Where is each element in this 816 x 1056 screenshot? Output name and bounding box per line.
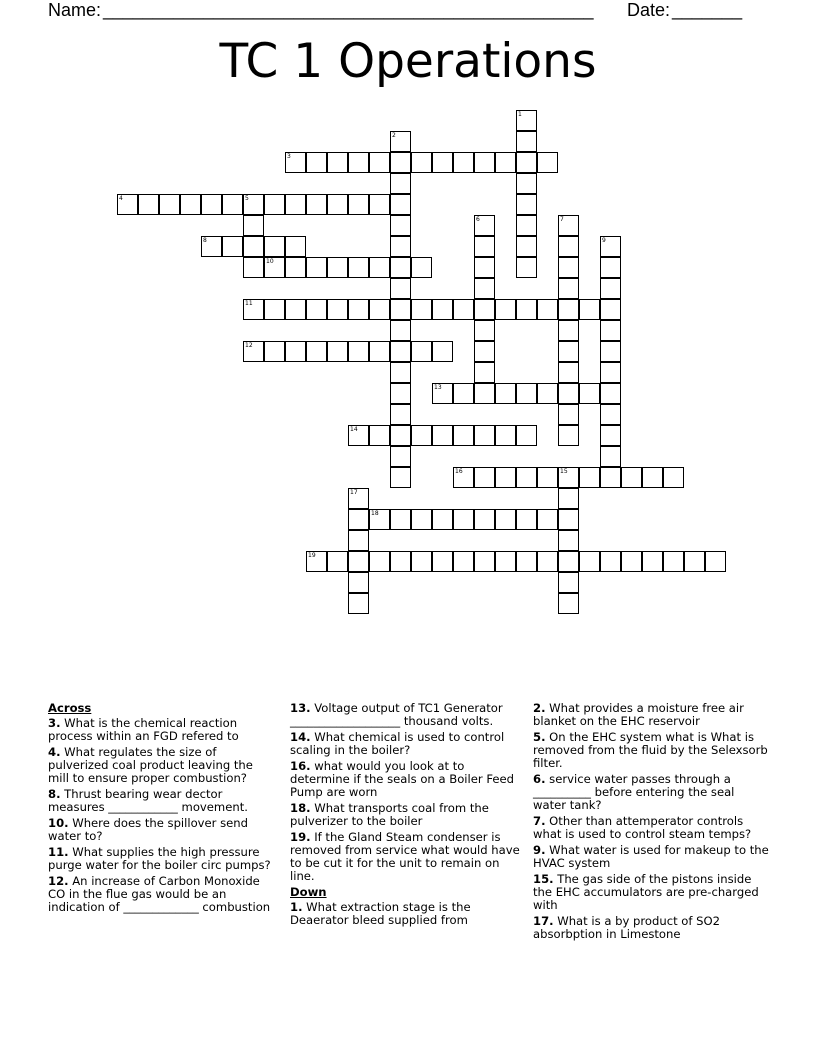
crossword-cell[interactable] — [516, 257, 537, 278]
crossword-cell[interactable] — [495, 425, 516, 446]
crossword-cell[interactable] — [474, 362, 495, 383]
clues-column-3 — [533, 702, 769, 944]
crossword-cell[interactable] — [432, 425, 453, 446]
crossword-cell[interactable] — [516, 509, 537, 530]
crossword-cell[interactable] — [642, 551, 663, 572]
crossword-cell[interactable] — [516, 467, 537, 488]
clue-number: 1 — [518, 111, 522, 118]
crossword-cell[interactable] — [201, 194, 222, 215]
crossword-cell[interactable] — [474, 236, 495, 257]
crossword-cell[interactable] — [600, 278, 621, 299]
crossword-cell[interactable] — [537, 299, 558, 320]
crossword-cell[interactable] — [306, 194, 327, 215]
crossword-cell[interactable] — [285, 341, 306, 362]
crossword-cell[interactable] — [516, 131, 537, 152]
clue-number: 13 — [434, 384, 442, 391]
clue-number: 9 — [602, 237, 606, 244]
crossword-cell[interactable] — [558, 257, 579, 278]
crossword-cell[interactable] — [558, 215, 579, 236]
crossword-cell[interactable] — [285, 194, 306, 215]
clue-item — [48, 817, 276, 843]
crossword-cell[interactable] — [390, 152, 411, 173]
crossword-cell[interactable] — [432, 509, 453, 530]
crossword-cell[interactable] — [180, 194, 201, 215]
crossword-cell[interactable] — [306, 257, 327, 278]
crossword-cell[interactable] — [579, 467, 600, 488]
crossword-cell[interactable] — [201, 236, 222, 257]
clue-section-heading: Down — [290, 885, 327, 899]
crossword-cell[interactable] — [285, 257, 306, 278]
date-line[interactable]: _______ — [672, 0, 743, 20]
clue-item-text: what would you look at to determine if the seals on a Boiler Feed Pump are worn — [290, 759, 514, 799]
clue-item-text: service water passes through a __________ before entering the seal water tank? — [533, 772, 735, 812]
crossword-cell[interactable] — [432, 551, 453, 572]
crossword-cell[interactable] — [264, 299, 285, 320]
crossword-cell[interactable] — [558, 572, 579, 593]
clue-number: 4 — [119, 195, 123, 202]
page-title: TC 1 Operations — [219, 34, 597, 89]
clue-item-text: Other than attemperator controls what is used to control steam temps? — [533, 814, 752, 841]
crossword-cell[interactable] — [516, 152, 537, 173]
crossword-cell[interactable] — [453, 467, 474, 488]
crossword-cell[interactable] — [390, 404, 411, 425]
crossword-cell[interactable] — [285, 152, 306, 173]
clue-number: 12 — [245, 342, 253, 349]
crossword-cell[interactable] — [600, 362, 621, 383]
crossword-cell[interactable] — [159, 194, 180, 215]
clue-item-text: Where does the spillover send water to? — [48, 816, 249, 843]
clue-item-number: 14. — [290, 730, 311, 744]
crossword-cell[interactable] — [600, 383, 621, 404]
clue-item-number: 2. — [533, 701, 546, 715]
clues-column-2 — [290, 702, 522, 930]
crossword-cell[interactable] — [600, 299, 621, 320]
clue-item — [48, 875, 276, 914]
crossword-cell[interactable] — [474, 551, 495, 572]
clue-item — [48, 788, 276, 814]
crossword-cell[interactable] — [432, 152, 453, 173]
crossword-cell[interactable] — [474, 467, 495, 488]
crossword-cell[interactable] — [558, 383, 579, 404]
crossword-cell[interactable] — [558, 362, 579, 383]
crossword-cell[interactable] — [243, 236, 264, 257]
clue-item-text: Voltage output of TC1 Generator ___________________ thousand volts. — [290, 701, 503, 728]
crossword-cell[interactable] — [600, 257, 621, 278]
crossword-cell[interactable] — [537, 467, 558, 488]
crossword-cell[interactable] — [474, 425, 495, 446]
clue-item-text: What is the chemical reaction process within an FGD refered to — [48, 716, 239, 743]
crossword-cell[interactable] — [264, 194, 285, 215]
crossword-cell[interactable] — [537, 383, 558, 404]
clue-item-number: 5. — [533, 730, 546, 744]
crossword-cell[interactable] — [243, 257, 264, 278]
crossword-cell[interactable] — [348, 509, 369, 530]
name-label: Name: — [48, 0, 102, 20]
clue-item-number: 16. — [290, 759, 311, 773]
crossword-cell[interactable] — [390, 383, 411, 404]
crossword-cell[interactable] — [558, 404, 579, 425]
clue-number: 6 — [476, 216, 480, 223]
clue-item-number: 7. — [533, 814, 546, 828]
crossword-cell[interactable] — [495, 299, 516, 320]
crossword-cell[interactable] — [390, 341, 411, 362]
crossword-cell[interactable] — [558, 320, 579, 341]
crossword-cell[interactable] — [495, 509, 516, 530]
crossword-cell[interactable] — [474, 299, 495, 320]
clue-item-number: 12. — [48, 874, 69, 888]
crossword-cell[interactable] — [390, 446, 411, 467]
crossword-cell[interactable] — [411, 509, 432, 530]
crossword-cell[interactable] — [390, 278, 411, 299]
crossword-cell[interactable] — [600, 551, 621, 572]
crossword-cell[interactable] — [348, 488, 369, 509]
crossword-cell[interactable] — [537, 152, 558, 173]
crossword-cell[interactable] — [474, 257, 495, 278]
crossword-cell[interactable] — [600, 446, 621, 467]
crossword-cell[interactable] — [516, 215, 537, 236]
crossword-cell[interactable] — [411, 551, 432, 572]
crossword-cell[interactable] — [243, 299, 264, 320]
clue-item — [48, 846, 276, 872]
crossword-cell[interactable] — [369, 425, 390, 446]
crossword-cell[interactable] — [306, 551, 327, 572]
crossword-cell[interactable] — [348, 593, 369, 614]
name-line[interactable]: _________________________________________________ — [103, 0, 594, 20]
crossword-cell[interactable] — [453, 299, 474, 320]
crossword-cell[interactable] — [642, 467, 663, 488]
clue-item-number: 15. — [533, 872, 554, 886]
crossword-cell[interactable] — [369, 257, 390, 278]
crossword-cell[interactable] — [474, 215, 495, 236]
clue-item-text: On the EHC system what is What is removed from the fluid by the Selexsorb filter. — [533, 730, 768, 770]
clue-item-text: What water is used for makeup to the HVAC system — [533, 843, 769, 870]
clue-item-text: An increase of Carbon Monoxide CO in the flue gas would be an indication of _____________ combustion — [48, 874, 271, 914]
clue-number: 3 — [287, 153, 291, 160]
clue-item — [533, 844, 769, 870]
crossword-cell[interactable] — [348, 341, 369, 362]
crossword-cell[interactable] — [516, 425, 537, 446]
crossword-cell[interactable] — [558, 278, 579, 299]
crossword-cell[interactable] — [411, 152, 432, 173]
crossword-cell[interactable] — [495, 551, 516, 572]
clue-item-text: What is a by product of SO2 absorbption in Limestone — [533, 914, 721, 941]
clue-number: 15 — [560, 468, 568, 475]
crossword-cell[interactable] — [243, 215, 264, 236]
crossword-cell[interactable] — [558, 509, 579, 530]
crossword-cell[interactable] — [327, 194, 348, 215]
date-label: Date: — [627, 0, 671, 20]
crossword-cell[interactable] — [369, 509, 390, 530]
crossword-cell[interactable] — [369, 152, 390, 173]
crossword-cell[interactable] — [621, 467, 642, 488]
crossword-cell[interactable] — [453, 551, 474, 572]
crossword-cell[interactable] — [369, 551, 390, 572]
crossword-cell[interactable] — [348, 257, 369, 278]
crossword-cell[interactable] — [453, 509, 474, 530]
crossword-cell[interactable] — [390, 551, 411, 572]
crossword-cell[interactable] — [474, 320, 495, 341]
clue-number: 17 — [350, 489, 358, 496]
crossword-cell[interactable] — [369, 299, 390, 320]
crossword-cell[interactable] — [348, 194, 369, 215]
crossword-cell[interactable] — [411, 257, 432, 278]
crossword-cell[interactable] — [579, 551, 600, 572]
crossword-cell[interactable] — [579, 383, 600, 404]
crossword-cell[interactable] — [600, 341, 621, 362]
clue-number: 19 — [308, 552, 316, 559]
clue-item-number: 9. — [533, 843, 546, 857]
crossword-cell[interactable] — [327, 152, 348, 173]
crossword-cell[interactable] — [558, 593, 579, 614]
crossword-cell[interactable] — [474, 509, 495, 530]
clue-item-number: 4. — [48, 745, 61, 759]
crossword-cell[interactable] — [600, 320, 621, 341]
clue-item-number: 19. — [290, 830, 311, 844]
crossword-cell[interactable] — [222, 236, 243, 257]
crossword-cell[interactable] — [264, 257, 285, 278]
clue-item-text: What provides a moisture free air blanket on the EHC reservoir — [533, 701, 744, 728]
crossword-cell[interactable] — [390, 509, 411, 530]
crossword-cell[interactable] — [495, 383, 516, 404]
crossword-cell[interactable] — [516, 299, 537, 320]
clue-item-text: What extraction stage is the Deaerator bleed supplied from — [290, 900, 471, 927]
clue-item-number: 10. — [48, 816, 69, 830]
crossword-cell[interactable] — [600, 425, 621, 446]
crossword-cell[interactable] — [705, 551, 726, 572]
crossword-cell[interactable] — [600, 236, 621, 257]
crossword-cell[interactable] — [558, 467, 579, 488]
clue-section-heading: Across — [48, 701, 92, 715]
crossword-cell[interactable] — [558, 236, 579, 257]
crossword-cell[interactable] — [306, 299, 327, 320]
crossword-cell[interactable] — [453, 425, 474, 446]
crossword-cell[interactable] — [558, 488, 579, 509]
clue-number: 16 — [455, 468, 463, 475]
crossword-cell[interactable] — [264, 341, 285, 362]
clue-number: 7 — [560, 216, 564, 223]
clue-item — [290, 901, 522, 927]
crossword-cell[interactable] — [411, 299, 432, 320]
clue-number: 8 — [203, 237, 207, 244]
crossword-cell[interactable] — [432, 383, 453, 404]
crossword-cell[interactable] — [516, 383, 537, 404]
clue-item — [290, 702, 522, 728]
crossword-cell[interactable] — [474, 341, 495, 362]
crossword-cell[interactable] — [411, 341, 432, 362]
clue-item-number: 3. — [48, 716, 61, 730]
crossword-cell[interactable] — [117, 194, 138, 215]
crossword-cell[interactable] — [432, 341, 453, 362]
clue-number: 2 — [392, 132, 396, 139]
crossword-cell[interactable] — [390, 173, 411, 194]
crossword-cell[interactable] — [621, 551, 642, 572]
clue-item — [290, 831, 522, 883]
crossword-cell[interactable] — [516, 236, 537, 257]
crossword-cell[interactable] — [411, 425, 432, 446]
clue-item — [533, 873, 769, 912]
clue-item-number: 6. — [533, 772, 546, 786]
crossword-cell[interactable] — [663, 467, 684, 488]
clue-number: 5 — [245, 195, 249, 202]
crossword-cell[interactable] — [348, 530, 369, 551]
clue-item-text: What transports coal from the pulverizer to the boiler — [290, 801, 489, 828]
crossword-cell[interactable] — [558, 551, 579, 572]
clue-number: 18 — [371, 510, 379, 517]
clue-item-number: 11. — [48, 845, 69, 859]
clue-item — [533, 731, 769, 770]
crossword-cell[interactable] — [474, 278, 495, 299]
clue-item — [48, 746, 276, 785]
clues-column-1 — [48, 702, 276, 917]
clue-item-number: 18. — [290, 801, 311, 815]
crossword-cell[interactable] — [243, 194, 264, 215]
crossword-cell[interactable] — [390, 257, 411, 278]
crossword-cell[interactable] — [348, 299, 369, 320]
clue-item-text: Thrust bearing wear dector measures ____________ movement. — [48, 787, 248, 814]
crossword-cell[interactable] — [327, 257, 348, 278]
crossword-cell[interactable] — [369, 194, 390, 215]
crossword-cell[interactable] — [453, 152, 474, 173]
crossword-cell[interactable] — [537, 551, 558, 572]
crossword-cell[interactable] — [474, 383, 495, 404]
crossword-cell[interactable] — [432, 299, 453, 320]
clue-number: 14 — [350, 426, 358, 433]
crossword-cell[interactable] — [264, 236, 285, 257]
crossword-cell[interactable] — [390, 215, 411, 236]
crossword-cell[interactable] — [222, 194, 243, 215]
clue-item-number: 1. — [290, 900, 303, 914]
crossword-cell[interactable] — [390, 362, 411, 383]
crossword-cell[interactable] — [558, 299, 579, 320]
clue-item — [290, 731, 522, 757]
crossword-cell[interactable] — [306, 341, 327, 362]
clue-item-number: 17. — [533, 914, 554, 928]
clue-item — [533, 815, 769, 841]
clue-item-text: What supplies the high pressure purge water for the boiler circ pumps? — [48, 845, 271, 872]
clue-item — [533, 702, 769, 728]
clue-item-text: The gas side of the pistons inside the EHC accumulators are pre-charged with — [533, 872, 759, 912]
clue-item — [290, 802, 522, 828]
crossword-cell[interactable] — [495, 152, 516, 173]
crossword-cell[interactable] — [516, 110, 537, 131]
crossword-cell[interactable] — [390, 299, 411, 320]
crossword-cell[interactable] — [390, 236, 411, 257]
crossword-cell[interactable] — [516, 173, 537, 194]
crossword-cell[interactable] — [558, 530, 579, 551]
crossword-cell[interactable] — [306, 152, 327, 173]
crossword-cell[interactable] — [537, 509, 558, 530]
crossword-cell[interactable] — [495, 467, 516, 488]
clue-item-text: What regulates the size of pulverized coal product leaving the mill to ensure proper combustion? — [48, 745, 253, 785]
crossword-cell[interactable] — [348, 425, 369, 446]
clue-item-number: 8. — [48, 787, 61, 801]
clue-number: 11 — [245, 300, 253, 307]
crossword-cell[interactable] — [369, 341, 390, 362]
crossword-cell[interactable] — [390, 425, 411, 446]
clue-item-text: If the Gland Steam condenser is removed from service what would have to be cut it for the unit to remain on line. — [290, 830, 520, 883]
crossword-cell[interactable] — [390, 320, 411, 341]
crossword-cell[interactable] — [474, 152, 495, 173]
crossword-cell[interactable] — [600, 404, 621, 425]
crossword-cell[interactable] — [558, 425, 579, 446]
crossword-cell[interactable] — [327, 341, 348, 362]
clue-item — [533, 773, 769, 812]
crossword-cell[interactable] — [390, 467, 411, 488]
crossword-cell[interactable] — [348, 551, 369, 572]
crossword-cell[interactable] — [327, 299, 348, 320]
crossword-cell[interactable] — [516, 551, 537, 572]
crossword-cell[interactable] — [558, 341, 579, 362]
clue-item — [48, 717, 276, 743]
clue-item-text: What chemical is used to control scaling in the boiler? — [290, 730, 505, 757]
crossword-cell[interactable] — [390, 194, 411, 215]
crossword-cell[interactable] — [663, 551, 684, 572]
crossword-cell[interactable] — [348, 572, 369, 593]
crossword-cell[interactable] — [243, 341, 264, 362]
clue-item — [533, 915, 769, 941]
clue-item — [290, 760, 522, 799]
crossword-cell[interactable] — [684, 551, 705, 572]
crossword-cell[interactable] — [453, 383, 474, 404]
clue-number: 10 — [266, 258, 274, 265]
crossword-cell[interactable] — [516, 194, 537, 215]
crossword-cell[interactable] — [348, 152, 369, 173]
crossword-cell[interactable] — [600, 467, 621, 488]
crossword-cell[interactable] — [138, 194, 159, 215]
crossword-cell[interactable] — [285, 299, 306, 320]
crossword-cell[interactable] — [390, 131, 411, 152]
crossword-cell[interactable] — [579, 299, 600, 320]
clue-item-number: 13. — [290, 701, 311, 715]
crossword-cell[interactable] — [327, 551, 348, 572]
crossword-cell[interactable] — [285, 236, 306, 257]
